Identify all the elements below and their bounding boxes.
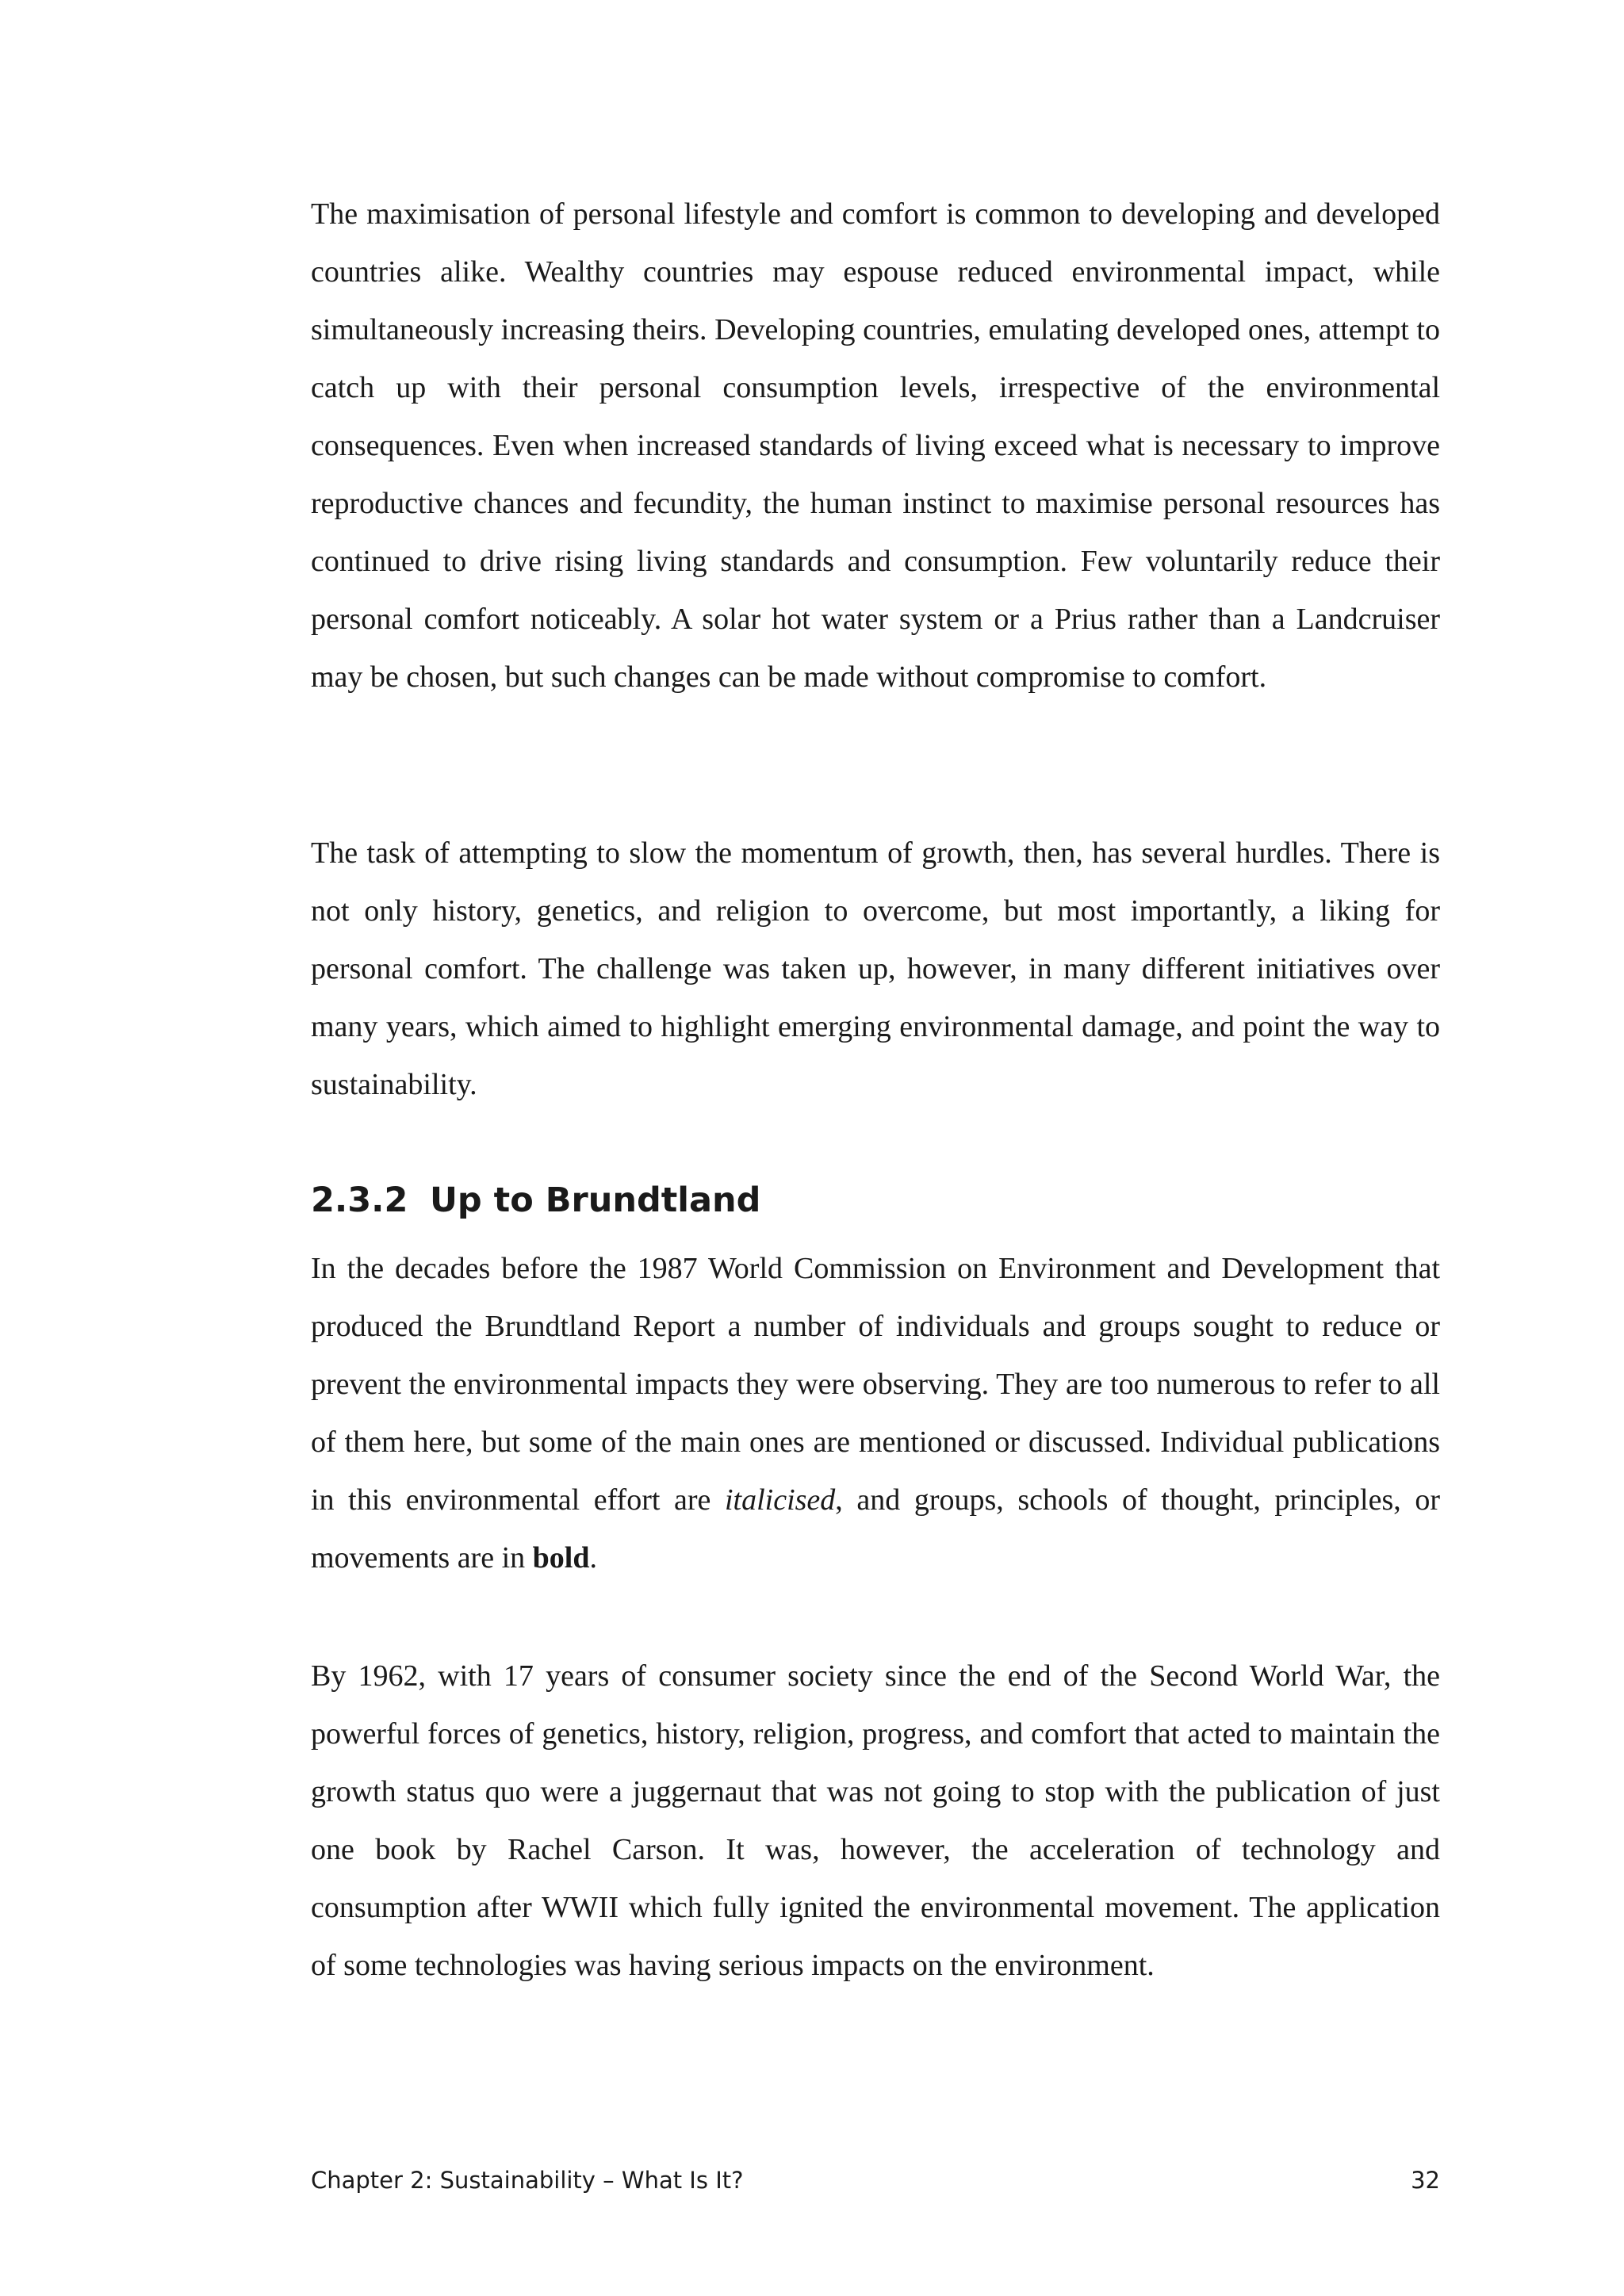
footer-chapter-title: Chapter 2: Sustainability – What Is It?: [311, 2167, 744, 2194]
section-heading: [311, 1177, 760, 1224]
footer-page-number: 32: [1411, 2167, 1440, 2194]
paragraph: By 1962, with 17 years of consumer society since the end of the Second World War, the powerful forces of genetics, history, religion, progress, and comfort that acted to maintain the growth status quo were a juggernaut that was not going to stop with the publication of just one book by Rachel Carson. It was, however, the acceleration of technology and consumption after WWII which fully ignited the environmental movement. The application of some technologies was having serious impacts on the environment.: [311, 1659, 1440, 1982]
bold-word: bold: [532, 1541, 590, 1575]
paragraph-text: .: [589, 1541, 597, 1575]
paragraph-text: , and groups, schools of thought, principles, or movements are in: [311, 1483, 1440, 1575]
section-number: 2.3.2: [311, 1181, 408, 1220]
paragraph: [311, 1240, 1440, 1587]
section-title: Up to Brundtland: [430, 1181, 761, 1220]
paragraph-text: In the decades before the 1987 World Commission on Environment and Development that produced the Brundtland Report a number of individuals and groups sought to reduce or prevent the environmental impacts they were observing. They are too numerous to refer to all of them here, but some of the main ones are mentioned or discussed. Individual publications in this environmental effort are: [311, 1252, 1440, 1517]
paragraph: The maximisation of personal lifestyle and comfort is common to developing and developed countries alike. Wealthy countries may espouse reduced environmental impact, while simultaneously increasing theirs. Developing countries, emulating developed ones, attempt to catch up with their personal consumption levels, irrespective of the environmental consequences. Even when increased standards of living exceed what is necessary to improve reproductive chances and fecundity, the human instinct to maximise personal resources has continued to drive rising living standards and consumption. Few voluntarily reduce their personal comfort noticeably. A solar hot water system or a Prius rather than a Landcruiser may be chosen, but such changes can be made without compromise to comfort.: [311, 197, 1440, 694]
italic-word: italicised: [724, 1483, 836, 1517]
paragraph: The task of attempting to slow the momentum of growth, then, has several hurdles. There is not only history, genetics, and religion to overcome, but most importantly, a liking for personal comfort. The challenge was taken up, however, in many different initiatives over many years, which aimed to highlight emerging environmental damage, and point the way to sustainability.: [311, 836, 1440, 1101]
